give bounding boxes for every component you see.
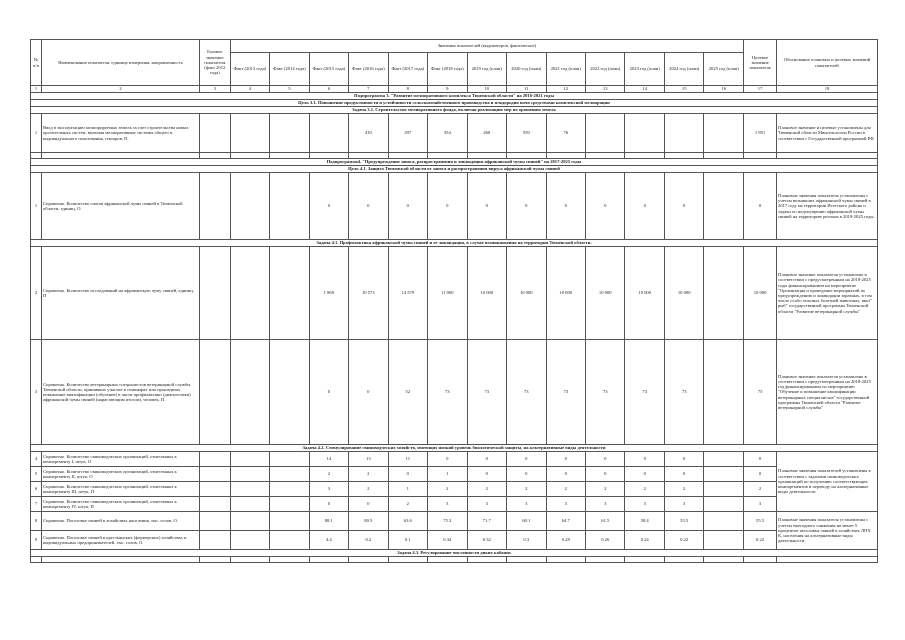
row-value: 559 bbox=[507, 114, 546, 153]
row-value bbox=[704, 173, 744, 240]
row-value bbox=[270, 340, 309, 445]
year-header: 2023 год (план) bbox=[625, 53, 664, 86]
row-target: 3 bbox=[744, 497, 777, 512]
row-target: 2 bbox=[744, 482, 777, 497]
row-target: 0.22 bbox=[744, 531, 777, 550]
row-value bbox=[270, 173, 309, 240]
row-value: 0 bbox=[546, 173, 585, 240]
table-row bbox=[31, 467, 878, 482]
row-value: 3 bbox=[625, 497, 664, 512]
indicators-table bbox=[30, 39, 878, 563]
row-value: 0 bbox=[388, 173, 427, 240]
row-value: 0 bbox=[349, 340, 388, 445]
row-value bbox=[230, 340, 269, 445]
row-value: 58.4 bbox=[625, 512, 664, 531]
section-row bbox=[31, 93, 878, 100]
row-value: 0 bbox=[388, 467, 427, 482]
col-num: 15 bbox=[664, 86, 703, 93]
row-name: Справочно. Количество свиноводческих организаций, отнесенных к компартменту III, штук, П bbox=[41, 482, 199, 497]
row-value: 88.1 bbox=[309, 512, 348, 531]
row-value: 2 bbox=[349, 467, 388, 482]
row-value: 2 bbox=[428, 482, 467, 497]
row-value: 3 bbox=[585, 497, 624, 512]
row-value bbox=[199, 497, 230, 512]
row-value: 55.5 bbox=[664, 512, 703, 531]
year-header: Факт (2017 года) bbox=[388, 53, 427, 86]
section-row bbox=[31, 107, 878, 114]
row-value bbox=[704, 512, 744, 531]
row-value: 0 bbox=[546, 467, 585, 482]
row-value: 0.1 bbox=[388, 531, 427, 550]
row-value: 0 bbox=[664, 467, 703, 482]
row-value: 0.32 bbox=[467, 531, 506, 550]
row-value: 73 bbox=[507, 340, 546, 445]
row-value: 0 bbox=[625, 452, 664, 467]
section-row bbox=[31, 100, 878, 107]
row-value: 0 bbox=[349, 173, 388, 240]
year-header: Факт (2018 года) bbox=[428, 53, 467, 86]
row-value: 2 bbox=[309, 467, 348, 482]
row-value: 10 000 bbox=[664, 247, 703, 340]
col-num: 4 bbox=[230, 86, 269, 93]
row-target: 75 bbox=[744, 340, 777, 445]
row-value: 71.7 bbox=[467, 512, 506, 531]
row-number: 3 bbox=[31, 340, 42, 445]
row-value: 1 bbox=[428, 467, 467, 482]
row-value bbox=[230, 452, 269, 467]
table-row bbox=[31, 173, 878, 240]
row-value: 0 bbox=[585, 467, 624, 482]
header-num: № п/п bbox=[31, 40, 42, 86]
row-value: 80.5 bbox=[349, 512, 388, 531]
row-name: Справочно. Количество очагов африканской чумы свиней в Тюменской области, единиц, О. bbox=[41, 173, 199, 240]
year-header: Факт (2016 года) bbox=[349, 53, 388, 86]
row-value bbox=[625, 114, 664, 153]
task-4-3-title: Задача 4.3. Регулирование численности диких кабанов bbox=[31, 550, 878, 557]
row-number: 4 bbox=[31, 452, 42, 467]
row-note: Плановое значение показателя установлено в соответствии с предусмотренным на 2018-2025 годы финансированием на мероприятие "Организация и проведение мероприятий по предупреждению и ликвидации заразных, в том числе особо опасных болезней животных, ввоз" рыб" государственной программы Тюменской области "Развитие ветеринарной службы" bbox=[777, 247, 878, 340]
row-value: 11 000 bbox=[428, 247, 467, 340]
col-num: 10 bbox=[467, 86, 506, 93]
goal-4-1-title: Цель 4.1. Защита Тюменской области от заноса и распространения вируса африканской чумы свиней bbox=[31, 166, 878, 173]
row-value: 76 bbox=[546, 114, 585, 153]
row-number: 7 bbox=[31, 497, 42, 512]
col-num: 1 bbox=[31, 86, 42, 93]
year-header: Факт (2013 года) bbox=[230, 53, 269, 86]
row-value bbox=[230, 467, 269, 482]
row-value: 0 bbox=[507, 173, 546, 240]
row-value bbox=[199, 482, 230, 497]
row-name: Справочно. Количество ветеринарных специалистов ветеринарной службы Тюменской области, принявших участие в семинарах или прошедших повышение квалификации (обучение) в части профилактики (диагностики) африканской чумы свиней (нарастающим итогом), человек, П. bbox=[41, 340, 199, 445]
row-value: 0.26 bbox=[585, 531, 624, 550]
row-value bbox=[199, 247, 230, 340]
row-value: 73 bbox=[428, 340, 467, 445]
col-num: 2 bbox=[41, 86, 199, 93]
row-value bbox=[230, 482, 269, 497]
row-target: 0 bbox=[744, 173, 777, 240]
row-value: 3 bbox=[428, 497, 467, 512]
row-value bbox=[199, 452, 230, 467]
col-num: 18 bbox=[777, 86, 878, 93]
section-row bbox=[31, 159, 878, 166]
row-value: 3 bbox=[664, 497, 703, 512]
row-note: Плановые значения показателя установлены с учетом ежегодного снижения на менее 5 процентов поголовья свиней в хозяйствах ЛПХ К, населения на альтернативные виды деятельности bbox=[777, 512, 878, 550]
row-value: 10 000 bbox=[507, 247, 546, 340]
col-num: 8 bbox=[388, 86, 427, 93]
row-value bbox=[270, 482, 309, 497]
row-value bbox=[230, 247, 269, 340]
row-value: 0.22 bbox=[664, 531, 703, 550]
row-value bbox=[199, 467, 230, 482]
header-note: Обоснование плановых и целевых значений показателей bbox=[777, 40, 878, 86]
row-value: 0 bbox=[467, 173, 506, 240]
row-target: 1 851 bbox=[744, 114, 777, 153]
row-value bbox=[199, 531, 230, 550]
col-num: 11 bbox=[507, 86, 546, 93]
year-header: 2024 год (план) bbox=[664, 53, 703, 86]
row-value: 0 bbox=[309, 173, 348, 240]
table-row bbox=[31, 340, 878, 445]
row-value: 10 573 bbox=[349, 247, 388, 340]
row-value bbox=[270, 512, 309, 531]
row-value: 2 bbox=[664, 482, 703, 497]
row-name: Справочно. Количество свиноводческих организаций, отнесенных к компартменту I, штук, О bbox=[41, 452, 199, 467]
row-value bbox=[704, 340, 744, 445]
row-note: Плановое значение показателя установлено в соответствии с предусмотренным на 2018-2025 год финансированием по мероприятию "Обучение и повышение квалификации ветеринарных специалистов" государственной программы Тюменской области "Развитие ветеринарной службы" bbox=[777, 340, 878, 445]
col-num: 6 bbox=[309, 86, 348, 93]
row-value bbox=[270, 531, 309, 550]
row-value: 0 bbox=[349, 497, 388, 512]
row-value bbox=[270, 467, 309, 482]
row-value: 3 bbox=[507, 497, 546, 512]
row-value bbox=[664, 114, 703, 153]
col-num: 3 bbox=[199, 86, 230, 93]
row-value: 3 bbox=[467, 497, 506, 512]
row-name: Справочно. Количество свиноводческих организаций, отнесенных к компартменту II, штук, О bbox=[41, 467, 199, 482]
row-value: 2 bbox=[585, 482, 624, 497]
year-header: 2019 год (план) bbox=[467, 53, 506, 86]
row-value: 0.3 bbox=[507, 531, 546, 550]
year-header: 2020 год (план) bbox=[507, 53, 546, 86]
row-value bbox=[704, 531, 744, 550]
section-row bbox=[31, 445, 878, 452]
row-number: 8 bbox=[31, 512, 42, 531]
row-value: 2 bbox=[546, 482, 585, 497]
row-value: 10 000 bbox=[585, 247, 624, 340]
row-value: 1 bbox=[388, 482, 427, 497]
row-number: 6 bbox=[31, 482, 42, 497]
row-value: 0 bbox=[428, 452, 467, 467]
row-value: 0.2 bbox=[349, 531, 388, 550]
row-number: 5 bbox=[31, 467, 42, 482]
row-value: 2 bbox=[388, 497, 427, 512]
row-value: 0 bbox=[625, 173, 664, 240]
row-value: 2 bbox=[349, 482, 388, 497]
row-value: 52 bbox=[388, 340, 427, 445]
row-value: 75.3 bbox=[428, 512, 467, 531]
row-value bbox=[230, 512, 269, 531]
col-num: 12 bbox=[546, 86, 585, 93]
row-value: 0 bbox=[309, 340, 348, 445]
row-name: Справочно. Количество исследований на африканскую чуму свиней, единиц, П bbox=[41, 247, 199, 340]
row-value: 73 bbox=[664, 340, 703, 445]
row-value: 13 bbox=[349, 452, 388, 467]
row-value: 354 bbox=[428, 114, 467, 153]
row-name: Ввод в эксплуатацию мелиорируемых земель за счет строительства новых оросительных систем, включая мелиоративные системы общего и индивидуального пользования, гектаров, П. bbox=[41, 114, 199, 153]
row-value: 410 bbox=[349, 114, 388, 153]
row-value bbox=[270, 114, 309, 153]
row-value: 63.6 bbox=[388, 512, 427, 531]
row-value bbox=[230, 531, 269, 550]
header-row bbox=[31, 40, 878, 53]
row-value: 0 bbox=[585, 173, 624, 240]
row-value: 0 bbox=[507, 467, 546, 482]
row-value: 0 bbox=[309, 497, 348, 512]
row-value bbox=[270, 452, 309, 467]
row-value: 0.28 bbox=[546, 531, 585, 550]
table-row bbox=[31, 531, 878, 550]
row-value: 61.5 bbox=[585, 512, 624, 531]
table-row bbox=[31, 452, 878, 467]
row-value: 0.34 bbox=[428, 531, 467, 550]
row-name: Справочно. Поголовье свиней в крестьянских (фермерских) хозяйствах и индивидуальных предпринимателей, тыс. голов, О. bbox=[41, 531, 199, 550]
col-num: 5 bbox=[270, 86, 309, 93]
row-value bbox=[704, 452, 744, 467]
row-value bbox=[230, 114, 269, 153]
year-header: 2022 год (план) bbox=[585, 53, 624, 86]
row-value: 2 bbox=[625, 482, 664, 497]
row-value: 73 bbox=[585, 340, 624, 445]
col-num: 14 bbox=[625, 86, 664, 93]
task-4-2-title: Задача 4.2. Стимулирование свиноводческих хозяйств, имеющих низкий уровень биологической защиты, на альтернативные виды деятельности bbox=[31, 445, 878, 452]
row-value bbox=[270, 247, 309, 340]
subprogram-3-title: Подпрограмма 3. "Развитие мелиоративного комплекса Тюменской области" на 2016-2021 годы bbox=[31, 93, 878, 100]
spacer-row bbox=[31, 557, 878, 563]
row-value bbox=[230, 173, 269, 240]
header-base: Базовое значение показателя (факт 2012 года) bbox=[199, 40, 230, 86]
row-value: 10 000 bbox=[467, 247, 506, 340]
year-header: 2025 год (план) bbox=[704, 53, 744, 86]
table-row bbox=[31, 497, 878, 512]
row-value: 64.7 bbox=[546, 512, 585, 531]
row-value: 0 bbox=[585, 452, 624, 467]
row-value: 73 bbox=[546, 340, 585, 445]
row-value: 14 bbox=[309, 452, 348, 467]
table-row bbox=[31, 512, 878, 531]
row-value bbox=[270, 497, 309, 512]
col-num: 16 bbox=[704, 86, 744, 93]
row-value bbox=[585, 114, 624, 153]
row-value: 297 bbox=[388, 114, 427, 153]
row-value bbox=[199, 512, 230, 531]
row-value bbox=[704, 114, 744, 153]
row-value: 2 bbox=[467, 482, 506, 497]
row-value: 0 bbox=[625, 467, 664, 482]
row-name: Справочно. Поголовье свиней в хозяйствах населения, тыс. голов, О. bbox=[41, 512, 199, 531]
row-value: 0 bbox=[467, 467, 506, 482]
row-value bbox=[704, 247, 744, 340]
col-num: 9 bbox=[428, 86, 467, 93]
row-value: 68.1 bbox=[507, 512, 546, 531]
row-value: 0 bbox=[428, 173, 467, 240]
section-row bbox=[31, 166, 878, 173]
row-note: Плановое значение и целевые установлены для Тюменской области Минсельхозом России в соответствии с Государственной программой РФ bbox=[777, 114, 878, 153]
row-value bbox=[199, 173, 230, 240]
table-row bbox=[31, 114, 878, 153]
row-target: 0 bbox=[744, 452, 777, 467]
table-row bbox=[31, 247, 878, 340]
row-value bbox=[199, 114, 230, 153]
row-value bbox=[704, 482, 744, 497]
row-number: 9 bbox=[31, 531, 42, 550]
header-name: Наименование показателя, единица измерения, направленность bbox=[41, 40, 199, 86]
year-header: 2021 год (план) bbox=[546, 53, 585, 86]
section-row bbox=[31, 550, 878, 557]
row-value bbox=[309, 114, 348, 153]
row-value: 1 869 bbox=[309, 247, 348, 340]
row-value bbox=[704, 497, 744, 512]
year-header: Факт (2015 года) bbox=[309, 53, 348, 86]
row-value: 4.4 bbox=[309, 531, 348, 550]
row-number: 1 bbox=[31, 173, 42, 240]
row-number: 1 bbox=[31, 114, 42, 153]
row-value bbox=[199, 340, 230, 445]
column-numbers-row bbox=[31, 86, 878, 93]
row-number: 2 bbox=[31, 247, 42, 340]
row-value: 260 bbox=[467, 114, 506, 153]
row-value bbox=[704, 467, 744, 482]
col-num: 13 bbox=[585, 86, 624, 93]
row-value: 10 000 bbox=[546, 247, 585, 340]
row-value: 0 bbox=[664, 173, 703, 240]
row-note: Плановые значения показателя установлены с учетом возникших африканской чумы свиней в 2017 году на территории Исетского района и задачи по недопущению африканской чумы свиней на территорию региона в 2018-2025 годы. bbox=[777, 173, 878, 240]
col-num: 7 bbox=[349, 86, 388, 93]
row-value: 14 579 bbox=[388, 247, 427, 340]
row-target: 10 000 bbox=[744, 247, 777, 340]
header-group: Значения показателей (индикаторов, фактическое) bbox=[230, 40, 743, 53]
goal-3-1-title: Цель 3.1. Повышение продуктивности и устойчивости сельскохозяйственного производства и плодородия почв средствами комплексной мелиорации bbox=[31, 100, 878, 107]
row-value: 0 bbox=[507, 452, 546, 467]
row-value: 0.24 bbox=[625, 531, 664, 550]
section-row bbox=[31, 240, 878, 247]
row-value: 73 bbox=[467, 340, 506, 445]
row-target: 0 bbox=[744, 467, 777, 482]
col-num: 17 bbox=[744, 86, 777, 93]
row-target: 55.5 bbox=[744, 512, 777, 531]
row-value: 0 bbox=[664, 452, 703, 467]
row-value bbox=[230, 497, 269, 512]
row-value: 3 bbox=[309, 482, 348, 497]
table-row bbox=[31, 482, 878, 497]
header-target: Целевое значение показателя bbox=[744, 40, 777, 86]
row-note: Плановые значения показателей установлены в соответствии с задачами свиноводческих организаций по получению соответствующих компартментов и переводу на альтернативные виды деятельности bbox=[777, 452, 878, 512]
year-header: Факт (2014 года) bbox=[270, 53, 309, 86]
row-value: 10 000 bbox=[625, 247, 664, 340]
row-name: Справочно. Количество свиноводческих организаций, отнесенных к компартменту IV, штук, П bbox=[41, 497, 199, 512]
row-value: 2 bbox=[507, 482, 546, 497]
task-3-1-title: Задача 3.1. Строительство мелиоративного фонда, включая реализацию мер по орошению земель bbox=[31, 107, 878, 114]
task-4-1-title: Задача 4.1. Профилактика африканской чумы свиней и ее ликвидация, в случае возникновения на территории Тюменской области. bbox=[31, 240, 878, 247]
row-value: 3 bbox=[546, 497, 585, 512]
row-value: 0 bbox=[467, 452, 506, 467]
row-value: 11 bbox=[388, 452, 427, 467]
row-value: 73 bbox=[625, 340, 664, 445]
row-value: 0 bbox=[546, 452, 585, 467]
subprogram-4-title: Подпрограмма4. "Предупреждение заноса, распространения и ликвидация африканской чумы свиней" на 2017-2025 годы bbox=[31, 159, 878, 166]
